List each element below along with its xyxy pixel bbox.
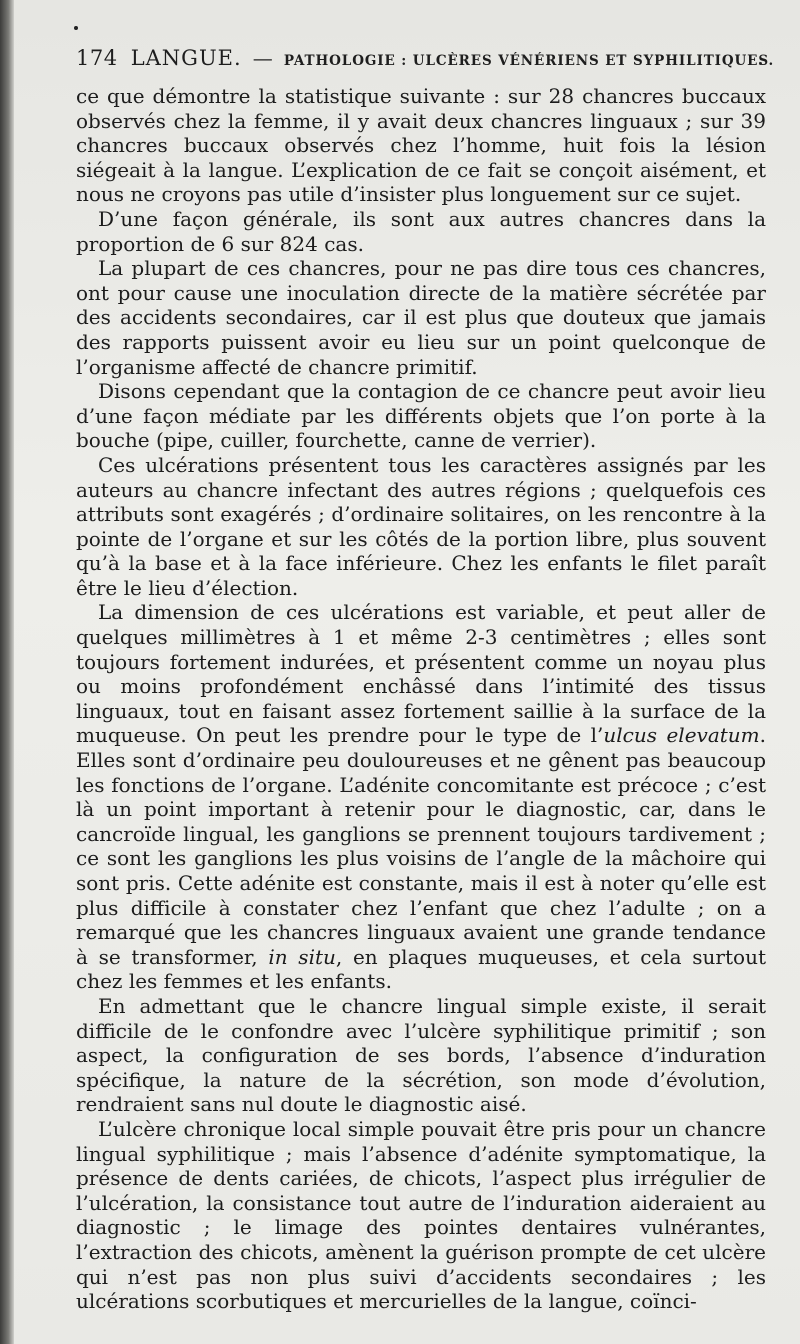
paragraph: En admettant que le chancre lingual simple existe, il serait difficile de le confondre avec l’ulcère syphilitique primitif ; son aspect, la configuration de ses bords, l’absence d’induration spécifique, la nature de la sécrétion, son mode d’évolution, rendraient sans nul doute le diagnostic aisé. [76, 993, 766, 1117]
italic-term: ulcus elevatum [603, 723, 760, 748]
paragraph: D’une façon générale, ils sont aux autres chancres dans la proportion de 6 sur 824 cas. [76, 206, 766, 256]
paragraph: ce que démontre la statistique suivante : sur 28 chancres buccaux observés chez la femme, il y avait deux chancres linguaux ; sur 39 chancres buccaux observés chez l’homme, huit fois la lésion siégeait à la langue. L’explication de ce fait se conçoit aisément, et nous ne croyons pas utile d’insister plus longuement sur ce sujet. [76, 84, 766, 207]
paragraph [76, 600, 766, 994]
page-number: 174 [76, 46, 118, 70]
book-gutter-shadow [0, 0, 14, 1344]
section-title: LANGUE. [130, 46, 242, 70]
header-subtitle: PATHOLOGIE : ULCÈRES VÉNÉRIENS ET SYPHILITIQUES. [283, 53, 775, 69]
text-run: , en plaques muqueuses, et cela surtout chez les femmes et les enfants. [76, 944, 766, 994]
italic-term: in situ [268, 944, 336, 969]
paragraph: L’ulcère chronique local simple pouvait être pris pour un chancre lingual syphilitique ; mais l’absence d’adénite symptomatique, la présence de dents cariées, de chicots, l’aspect plus irrégulier de l’ulcération, la consistance tout autre de l’induration aideraient au diagnostic ; le limage des pointes dentaires vulnérantes, l’extraction des chicots, amènent la guérison prompte de cet ulcère qui n’est pas non plus suivi d’accidents secondaires ; les ulcérations scorbutiques et mercurielles de la langue, coïnci- [76, 1116, 766, 1314]
running-header [76, 46, 776, 76]
text-run: . Elles sont d’ordinaire peu douloureuses et ne gênent pas beaucoup les fonctions de l’organe. L’adénite concomitante est précoce ; c’est là un point important à retenir pour le diagnostic, car, dans le cancroïde lingual, les ganglions se prennent toujours tardivement ; ce sont les ganglions les plus voisins de l’angle de la mâchoire qui sont pris. Cette adénite est constante, mais il est à noter qu’elle est plus difficile à constater chez l’enfant que chez l’adulte ; on a remarqué que les chancres linguaux avaient une grande tendance à se transformer, [76, 723, 766, 969]
paragraph: La plupart de ces chancres, pour ne pas dire tous ces chancres, ont pour cause une inoculation directe de la matière sécrétée par des accidents secondaires, car il est plus que douteux que jamais des rapports puissent avoir eu lieu sur un point quelconque de l’organisme affecté de chancre primitif. [76, 256, 766, 379]
body-text [76, 84, 766, 1314]
print-speck [74, 26, 78, 30]
paragraph: Ces ulcérations présentent tous les caractères assignés par les auteurs au chancre infectant des autres régions ; quelquefois ces attributs sont exagérés ; d’ordinaire solitaires, on les rencontre à la pointe de l’organe et sur les côtés de la portion libre, plus souvent qu’à la base et à la face inférieure. Chez les enfants le filet paraît être le lieu d’élection. [76, 452, 766, 600]
text-run: La dimension de ces ulcérations est variable, et peut aller de quelques millimètres à 1 et même 2-3 centimètres ; elles sont toujours fortement indurées, et présentent comme un noyau plus ou moins profondément enchâssé dans l’intimité des tissus linguaux, tout en faisant assez fortement saillie à la surface de la muqueuse. On peut les prendre pour le type de l’ [76, 600, 766, 748]
header-dash: — [252, 46, 273, 70]
paragraph: Disons cependant que la contagion de ce chancre peut avoir lieu d’une façon médiate par les différents objets que l’on porte à la bouche (pipe, cuiller, fourchette, canne de verrier). [76, 379, 766, 453]
